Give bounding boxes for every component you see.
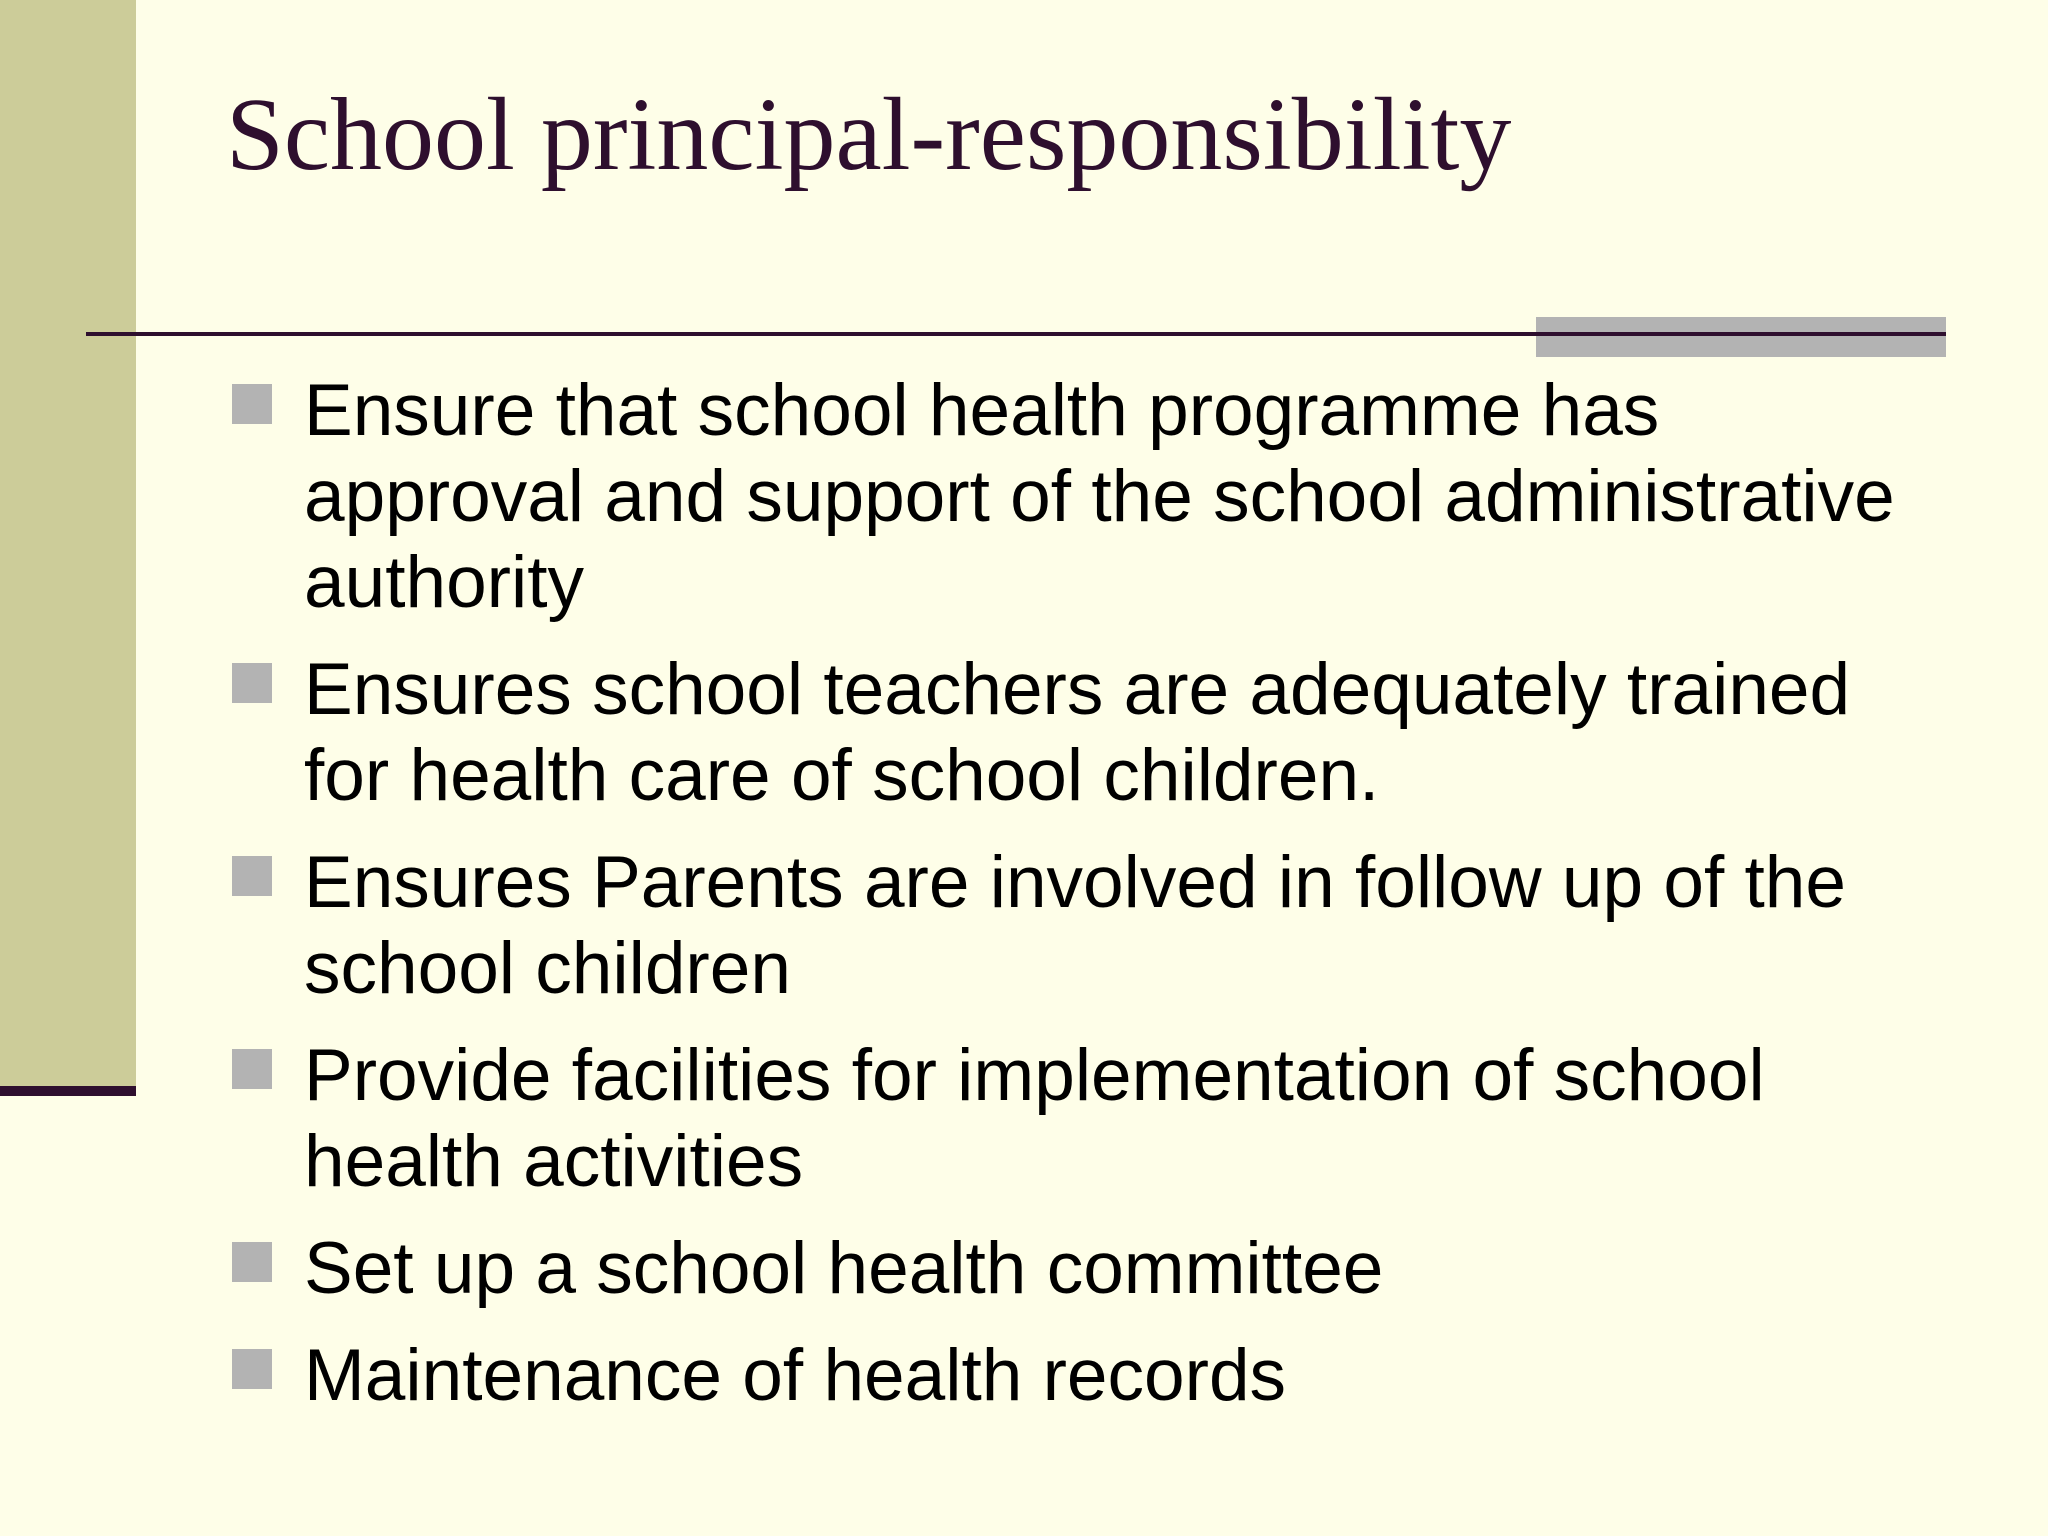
bullet-text: Ensures school teachers are adequately trained for health care of school children. <box>304 649 1851 816</box>
bullet-item <box>230 1033 1930 1205</box>
square-bullet-icon <box>232 663 272 703</box>
square-bullet-icon <box>232 1242 272 1282</box>
bullet-item <box>230 368 1930 626</box>
bullet-text: Provide facilities for implementation of school health activities <box>304 1035 1765 1202</box>
left-decorative-bar <box>0 0 136 1086</box>
left-bar-rule <box>0 1086 136 1096</box>
square-bullet-icon <box>232 384 272 424</box>
slide-title: School principal-responsibility <box>226 77 1512 192</box>
bullet-text: Ensures Parents are involved in follow up of the school children <box>304 842 1846 1009</box>
bullet-item <box>230 840 1930 1012</box>
bullet-text: Maintenance of health records <box>304 1335 1287 1416</box>
bullet-text: Ensure that school health programme has approval and support of the school administrative authority <box>304 370 1895 623</box>
square-bullet-icon <box>232 1049 272 1089</box>
square-bullet-icon <box>232 1349 272 1389</box>
bullet-text: Set up a school health committee <box>304 1228 1384 1309</box>
bullet-item <box>230 1226 1930 1312</box>
title-rule-accent-line <box>1536 332 1946 336</box>
bullet-list <box>230 368 1930 1440</box>
title-rule-accent <box>1536 317 1946 357</box>
bullet-item <box>230 1333 1930 1419</box>
square-bullet-icon <box>232 856 272 896</box>
bullet-item <box>230 647 1930 819</box>
